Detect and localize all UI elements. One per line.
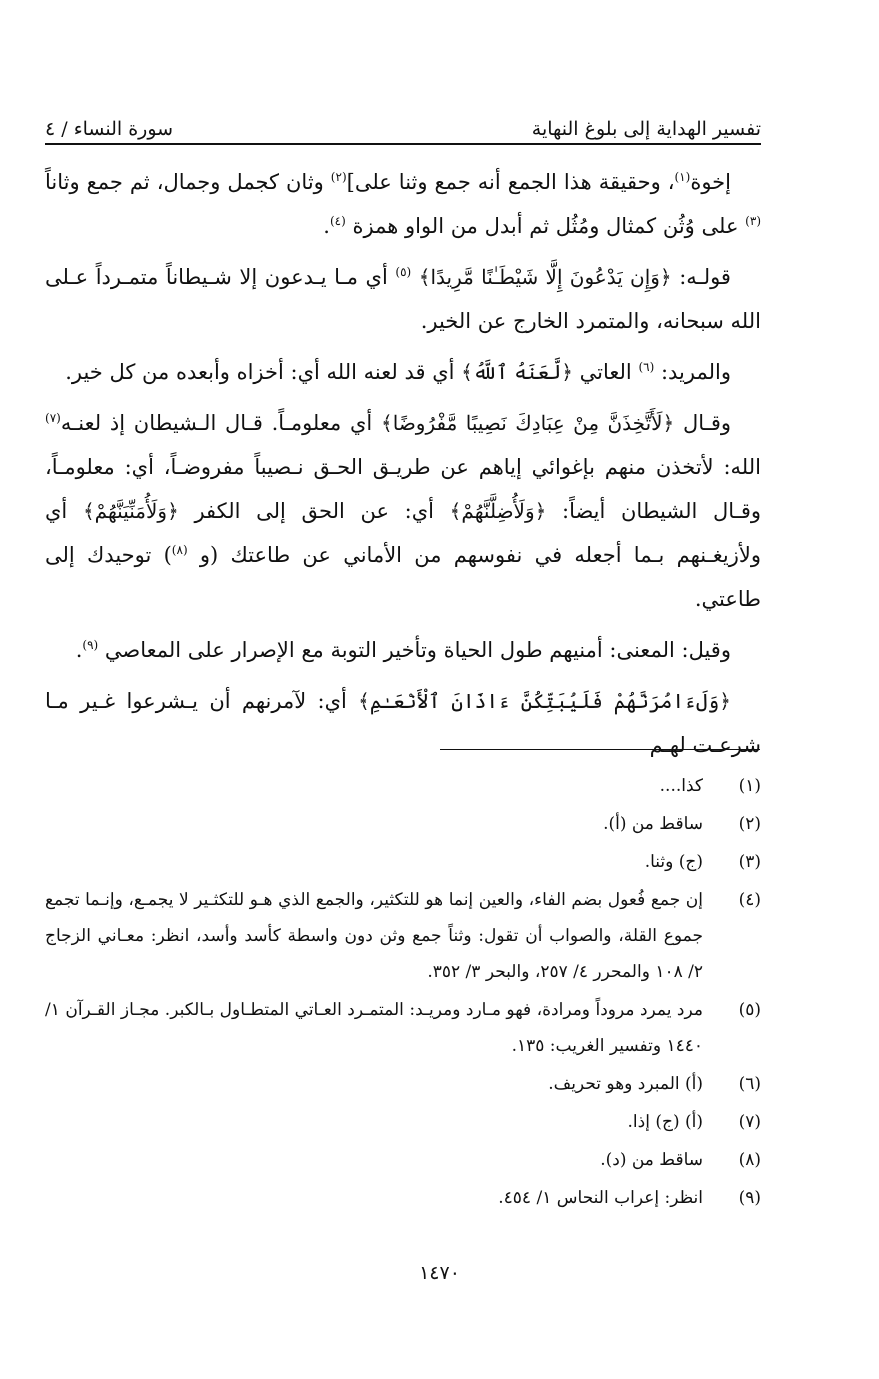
footnote-text: (أ) (ج) إذا. (627, 1112, 703, 1132)
footnote-text: ساقط من (د). (600, 1150, 703, 1170)
text-run: وقيل: المعنى: أمنيهم طول الحياة وتأخير التوبة مع الإصرار على المعاصي (98, 638, 731, 662)
text-run: والمريد: (654, 360, 731, 384)
paragraph (45, 679, 761, 767)
footnote-text: إن جمع فُعول بضم الفاء، والعين إنما هو للتكثير، والجمع الذي هـو للتكثـير لا يجمـع، وإنـما تجمع جموع القلة، والصواب أن تقول: وثناً جمع وثن دون واسطة كأسد وأسد، انظر: معـاني الزجاج ٢/ ١٠٨ والمحرر ٤/ ٢٥٧، والبحر ٣/ ٣٥٢. (45, 890, 703, 982)
text-run: ) توحيدك إلى طاعتي. (45, 543, 761, 611)
text-run: وثان كجمل وجمال، ثم جمع وثاناً (45, 170, 331, 194)
footnote-item (45, 1066, 761, 1102)
main-text (45, 160, 761, 774)
footnote-item (45, 1142, 761, 1178)
text-run: . (323, 214, 330, 238)
text-run: أي قد لعنه الله أي: أخزاه وأبعده من كل خير. (65, 360, 462, 384)
paragraph (45, 255, 761, 343)
page-number: ١٤٧٠ (419, 1262, 460, 1284)
text-run: إخوة (690, 170, 731, 194)
text-run: أي: عن الحق إلى الكفر (178, 499, 450, 523)
footnote-item (45, 844, 761, 880)
footnote-ref: (٩) (82, 638, 99, 652)
text-run: . (75, 638, 83, 662)
footnote-item (45, 1180, 761, 1216)
footnote-separator (440, 749, 760, 750)
footnote-ref: (١) (674, 170, 691, 184)
footnote-number: (٣) (738, 852, 761, 872)
footnote-text: (أ) المبرد وهو تحريف. (548, 1074, 703, 1094)
footnote-number: (٤) (738, 890, 761, 910)
text-run: قولـه: (671, 265, 731, 289)
footnote-text: مرد يمرد مروداً ومرادة، فهو مـارد ومريـد: المتمـرد العـاتي المتطـاول بـالكبر. مجـاز القـرآن ١/ ١٤٤٠ وتفسير الغريب: ١٣٥. (45, 1000, 703, 1056)
quran-verse: ﴿وَلَءَامُرَنَّهُمْ فَلَيُبَتِّكُنَّ ءَاذَانَ ٱلْأَنْعَـٰمِ﴾ (358, 689, 731, 713)
footnote-ref: (٦) (638, 360, 655, 374)
footnote-number: (١) (738, 776, 761, 796)
surah-label: سورة النساء / ٤ (45, 118, 174, 140)
footnote-ref: (٣) (745, 214, 761, 228)
footnote-text: (ج) وثنا. (644, 852, 703, 872)
footnote-ref: (٨) (171, 543, 188, 557)
text-run: الله: لأتخذن منهم بإغوائي إياهم عن طريـق الحـق نـصيباً مفروضـاً، أي: معلومـاً، وقـال الشيطان أيضاً: (45, 455, 762, 523)
footnote-text: كذا.... (659, 776, 703, 796)
footnote-item (45, 768, 761, 804)
footnote-ref: (٤) (329, 214, 346, 228)
footnote-number: (٢) (738, 814, 761, 834)
footnote-number: (٨) (738, 1150, 761, 1170)
text-run: على وُثُن كمثال ومُثُل ثم أبدل من الواو همزة (345, 214, 746, 238)
text-run (411, 265, 419, 289)
footnote-number: (٥) (738, 1000, 761, 1020)
text-run: أي: لآمرنهم أن يـشرعوا غـير مـا شرعـت لهـم (45, 689, 761, 757)
text-run: أي ولأزيغـنهم بـما أجعله في نفوسهم من الأماني عن طاعتك (و (45, 499, 761, 567)
text-run: أي معلومـاً. قـال الـشيطان إذ لعنـه (60, 411, 382, 435)
header-rule (45, 143, 761, 145)
footnote-number: (٦) (738, 1074, 761, 1094)
book-title: تفسير الهداية إلى بلوغ النهاية (531, 118, 761, 140)
quran-verse: ﴿لَأَتَّخِذَنَّ مِنْ عِبَادِكَ نَصِيبًا مَّفْرُوضًا﴾ (381, 411, 675, 435)
footnote-ref: (٥) (395, 265, 412, 279)
footnote-item (45, 1104, 761, 1140)
footnote-ref: (٧) (45, 411, 61, 425)
footnote-number: (٧) (738, 1112, 761, 1132)
footnotes (45, 768, 761, 1218)
text-run: ، وحقيقة هذا الجمع أنه جمع وثنا على] (346, 170, 675, 194)
paragraph (45, 350, 761, 394)
footnote-item (45, 882, 761, 990)
paragraph (45, 401, 761, 621)
text-run: أي مـا يـدعون إلا شـيطاناً متمـرداً عـلى الله سبحانه، والمتمرد الخارج عن الخير. (45, 265, 761, 333)
running-header (45, 104, 761, 140)
footnote-ref: (٢) (330, 170, 347, 184)
text-run: العاتي (572, 360, 639, 384)
paragraph (45, 160, 761, 248)
quran-verse: ﴿وَلَأُضِلَّنَّهُمْ﴾ (449, 499, 547, 523)
footnote-item (45, 992, 761, 1064)
footnote-item (45, 806, 761, 842)
quran-verse: ﴿وَإِن يَدْعُونَ إِلَّا شَيْطَـٰنًا مَّرِيدًا﴾ (418, 265, 672, 289)
footnote-text: ساقط من (أ). (603, 814, 703, 834)
paragraph (45, 628, 761, 672)
text-run: وقـال (674, 411, 732, 435)
footnote-number: (٩) (738, 1188, 761, 1208)
quran-verse: ﴿لَّعَنَهُ ٱللَّهُ﴾ (461, 360, 573, 384)
quran-verse: ﴿وَلَأُمَنِّيَنَّهُمْ﴾ (82, 499, 179, 523)
footnote-text: انظر: إعراب النحاس ١/ ٤٥٤. (498, 1188, 703, 1208)
